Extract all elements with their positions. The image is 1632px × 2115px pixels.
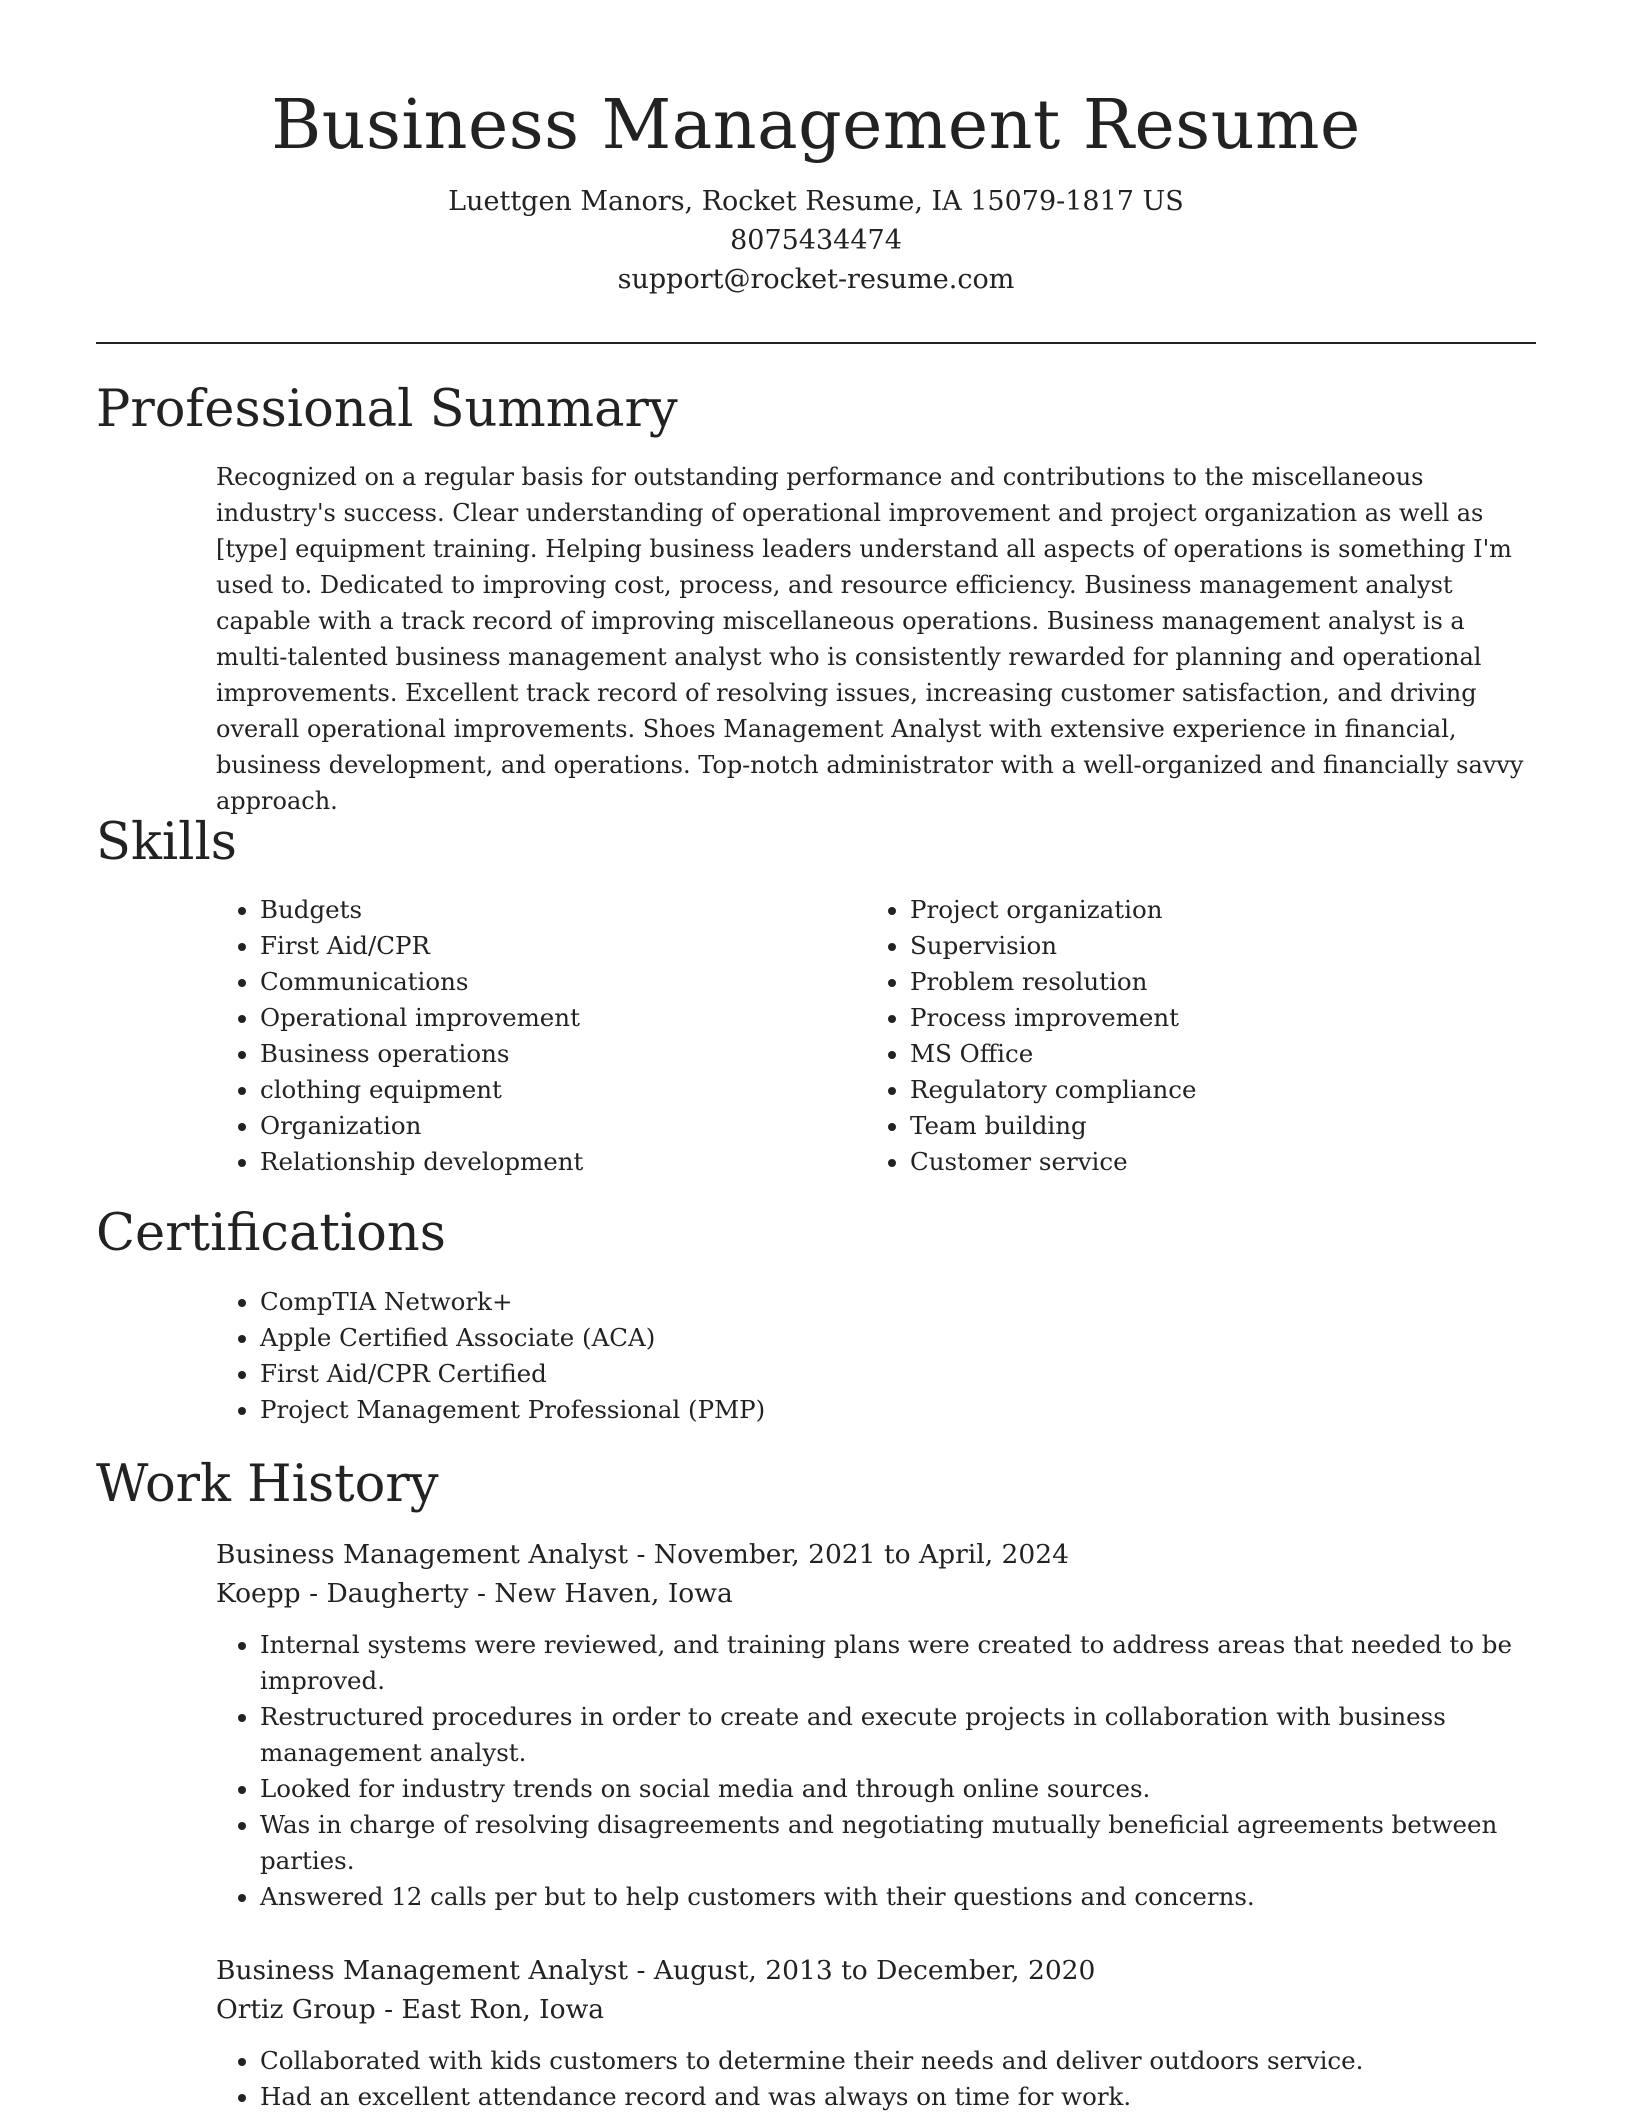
- summary-heading: Professional Summary: [96, 380, 678, 439]
- job-bullet: • Restructured procedures in order to create and execute projects in collaboration with business management analyst.: [260, 1699, 1536, 1771]
- job-title: Business Management Analyst: [216, 1539, 629, 1570]
- job-company: Ortiz Group: [216, 1994, 376, 2025]
- separator: -: [628, 1955, 654, 1986]
- skill-item: • Operational improvement: [260, 1000, 836, 1036]
- job-location: New Haven, Iowa: [494, 1578, 733, 1609]
- certifications-heading: Certifications: [96, 1204, 446, 1263]
- job-title-line: [216, 1535, 1536, 1574]
- skill-item: • Project organization: [910, 892, 1486, 928]
- job-bullet: • Internal systems were reviewed, and training plans were created to address areas that needed to be improved.: [260, 1627, 1536, 1699]
- resume-title: Business Management Resume: [271, 86, 1361, 165]
- job-title-line: [216, 1951, 1536, 1990]
- work-history-heading: Work History: [96, 1455, 439, 1514]
- contact-email: support@rocket-resume.com: [617, 264, 1015, 295]
- contact-address: Luettgen Manors, Rocket Resume, IA 15079-1817 US: [448, 186, 1184, 217]
- skill-item: • Regulatory compliance: [910, 1072, 1486, 1108]
- job-bullet: • Had an excellent attendance record and was always on time for work.: [260, 2079, 1536, 2115]
- job-bullet: • Answered 12 calls per but to help customers with their questions and concerns.: [260, 1879, 1536, 1915]
- job-bullet: • Collaborated with kids customers to determine their needs and deliver outdoors service.: [260, 2043, 1536, 2079]
- job-title: Business Management Analyst: [216, 1955, 629, 1986]
- skill-item: • MS Office: [910, 1036, 1486, 1072]
- job-bullets: [216, 1627, 1536, 1915]
- job-company-line: [216, 1574, 1536, 1613]
- job-dates: August, 2013 to December, 2020: [653, 1955, 1096, 1986]
- skills-column-left: [216, 892, 836, 1180]
- summary-text: Recognized on a regular basis for outstanding performance and contributions to the miscellaneous industry's success. Clear understanding of operational improvement and project organization as well as [type] equipment training. Helping business leaders understand all aspects of operations is something I'm used to. Dedicated to improving cost, process, and resource efficiency. Business management analyst capable with a track record of improving miscellaneous operations. Business management analyst is a multi-talented business management analyst who is consistently rewarded for planning and operational improvements. Excellent track record of resolving issues, increasing customer satisfaction, and driving overall operational improvements. Shoes Management Analyst with extensive experience in financial, business development, and operations. Top-notch administrator with a well-organized and financially savvy approach.: [216, 463, 1524, 815]
- certification-item: • CompTIA Network+: [260, 1284, 1536, 1320]
- job-header: [216, 1951, 1536, 2029]
- skill-item: • Relationship development: [260, 1144, 836, 1180]
- skill-item: • Customer service: [910, 1144, 1486, 1180]
- skills-column-right: [866, 892, 1486, 1180]
- skills-heading: Skills: [96, 813, 237, 872]
- certification-item: • First Aid/CPR Certified: [260, 1356, 1536, 1392]
- job-location: East Ron, Iowa: [401, 1994, 605, 2025]
- contact-phone: 8075434474: [730, 225, 902, 256]
- skill-item: • Problem resolution: [910, 964, 1486, 1000]
- skill-item: • Process improvement: [910, 1000, 1486, 1036]
- job-dates: November, 2021 to April, 2024: [653, 1539, 1069, 1570]
- job-bullets: [216, 2043, 1536, 2115]
- certification-item: • Apple Certified Associate (ACA): [260, 1320, 1536, 1356]
- certification-item: • Project Management Professional (PMP): [260, 1392, 1536, 1428]
- resume-header: [96, 78, 1536, 299]
- separator: -: [628, 1539, 654, 1570]
- job-header: [216, 1535, 1536, 1613]
- skill-item: • Organization: [260, 1108, 836, 1144]
- separator: -: [468, 1578, 495, 1609]
- job-bullet: • Looked for industry trends on social media and through online sources.: [260, 1771, 1536, 1807]
- skill-item: • clothing equipment: [260, 1072, 836, 1108]
- skill-item: • Supervision: [910, 928, 1486, 964]
- skill-item: • Budgets: [260, 892, 836, 928]
- skill-item: • First Aid/CPR: [260, 928, 836, 964]
- skill-item: • Team building: [910, 1108, 1486, 1144]
- job-bullet: • Was in charge of resolving disagreements and negotiating mutually beneficial agreements between parties.: [260, 1807, 1536, 1879]
- skill-item: • Communications: [260, 964, 836, 1000]
- job-company-line: [216, 1990, 1536, 2029]
- header-divider: [96, 342, 1536, 344]
- certifications-list: [216, 1284, 1536, 1428]
- job-company: Koepp - Daugherty: [216, 1578, 469, 1609]
- skill-item: • Business operations: [260, 1036, 836, 1072]
- separator: -: [375, 1994, 402, 2025]
